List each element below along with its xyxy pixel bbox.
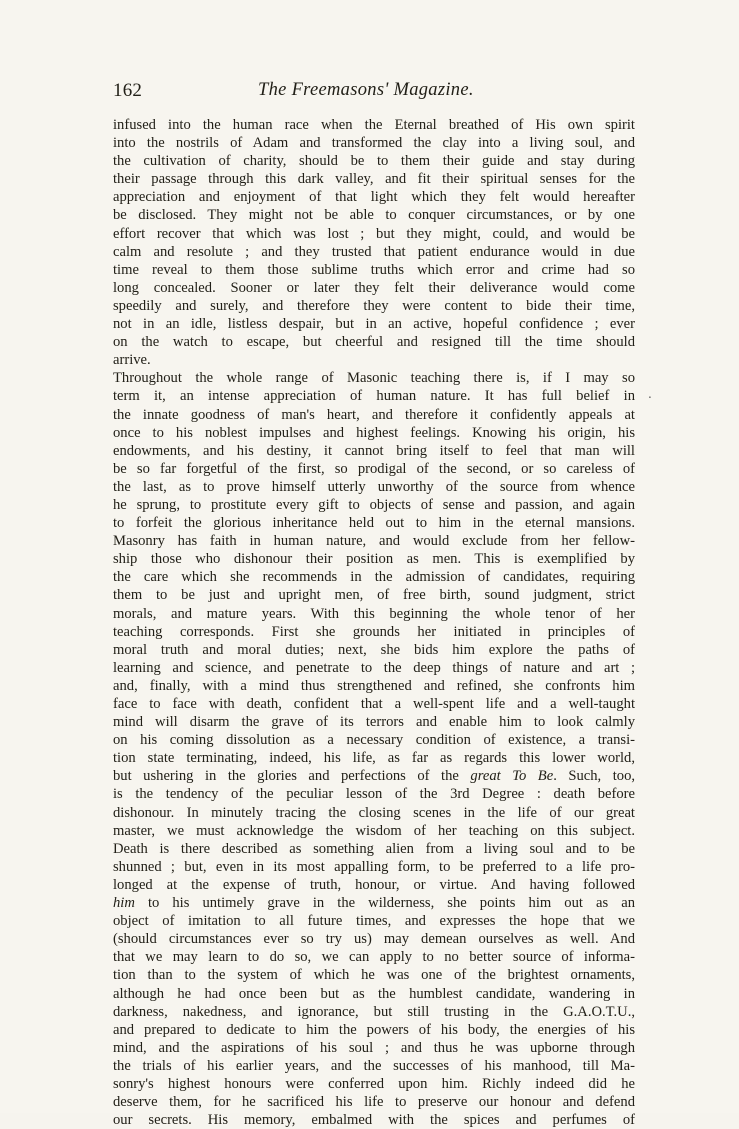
text-line: object of imitation to all future times, and expresses the hope that we xyxy=(113,913,635,930)
text-line: master, we must acknowledge the wisdom of her teaching on this subject. xyxy=(113,822,635,839)
text-line: ship those who dishonour their position as men. This is exemplified by xyxy=(113,551,635,568)
page-number: 162 xyxy=(113,80,143,101)
text-line: shunned ; but, even in its most appalling form, to be preferred to a life pro- xyxy=(113,858,635,875)
running-title: The Freemasons' Magazine. xyxy=(258,80,474,100)
text-line: tion state terminating, indeed, his life, as far as regards this lower world, xyxy=(113,750,635,767)
text-line: Masonry has faith in human nature, and would exclude from her fellow- xyxy=(113,533,635,550)
text-line: the cultivation of charity, should be to them their guide and stay during xyxy=(113,153,635,170)
text-line: on the watch to escape, but cheerful and resigned till the time should xyxy=(113,334,635,351)
text-line: he sprung, to prostitute every gift to objects of sense and passion, and again xyxy=(113,496,635,513)
text-line: teaching corresponds. First she grounds her initiated in principles of xyxy=(113,623,635,640)
text-line: but ushering in the glories and perfections of the great To Be. Such, too, xyxy=(113,768,635,785)
text-line: appreciation and enjoyment of that light which they felt would hereafter xyxy=(113,189,635,206)
text-line: effort recover that which was lost ; but they might, could, and would be xyxy=(113,225,635,242)
italic-phrase: him xyxy=(113,895,135,912)
text-line: that we may learn to do so, we can apply to no better source of informa- xyxy=(113,949,635,966)
text-line: time reveal to them those sublime truths which error and crime had so xyxy=(113,261,635,278)
text-line: is the tendency of the peculiar lesson of the 3rd Degree : death before xyxy=(113,786,635,803)
text-line: mind, and the aspirations of his soul ; and thus he was upborne through xyxy=(113,1039,635,1056)
text-line: Death is there described as something alien from a living soul and to be xyxy=(113,840,635,857)
text-line: sonry's highest honours were conferred upon him. Richly indeed did he xyxy=(113,1075,635,1092)
text-line: moral truth and moral duties; next, she bids him explore the paths of xyxy=(113,641,635,658)
text-line: morals, and mature years. With this beginning the whole tenor of her xyxy=(113,605,635,622)
paragraph-start-line: Throughout the whole range of Masonic teaching there is, if I may so xyxy=(113,370,635,387)
page-header xyxy=(113,80,643,104)
text-line: arrive. xyxy=(113,352,151,369)
text-line: tion than to the system of which he was one of the brightest ornaments, xyxy=(113,967,635,984)
text-line: longed at the expense of truth, honour, or virtue. And having followed xyxy=(113,876,635,893)
text-line: be disclosed. They might not be able to conquer circumstances, or by one xyxy=(113,207,635,224)
text-line: dishonour. In minutely tracing the closing scenes in the life of our great xyxy=(113,804,635,821)
text-line: the trials of his earlier years, and the successes of his manhood, till Ma- xyxy=(113,1057,635,1074)
text-line: and prepared to dedicate to him the powers of his body, the energies of his xyxy=(113,1021,635,1038)
text-line: endowments, and his destiny, it cannot bring itself to feel that man will xyxy=(113,442,635,459)
text-line: speedily and surely, and therefore they were content to bide their time, xyxy=(113,297,635,314)
text-line: learning and science, and penetrate to the deep things of nature and art ; xyxy=(113,659,635,676)
text-line: face to face with death, confident that a well-spent life and a well-taught xyxy=(113,696,635,712)
text-line: although he had once been but as the humblest candidate, wandering in xyxy=(113,985,635,1002)
text-line: calm and resolute ; and they trusted that patient endurance would in due xyxy=(113,243,635,260)
text-line: them to be just and upright men, of free birth, sound judgment, strict xyxy=(113,587,635,604)
text-line: their passage through this dark valley, and fit their spiritual senses for the xyxy=(113,171,635,188)
text-line: (should circumstances ever so try us) may demean ourselves as well. And xyxy=(113,931,635,948)
text-line: on his coming dissolution as a necessary condition of existence, a transi- xyxy=(113,732,635,749)
text-line: deserve them, for he sacrificed his life to preserve our honour and defend xyxy=(113,1094,635,1111)
text-line: darkness, nakedness, and ignorance, but still trusting in the G.A.O.T.U., xyxy=(113,1003,635,1020)
text-line: be so far forgetful of the first, so prodigal of the second, or so careless of xyxy=(113,460,635,477)
text-line: our secrets. His memory, embalmed with the spices and perfumes of xyxy=(113,1112,635,1129)
text-line: him to his untimely grave in the wilderness, she points him out as an xyxy=(113,895,635,912)
article-body xyxy=(113,116,635,1129)
text-line: and, finally, with a mind thus strengthened and refined, she confronts him xyxy=(113,677,635,694)
text-line: term it, an intense appreciation of human nature. It has full belief in xyxy=(113,388,635,405)
text-line: the last, as to prove himself utterly unworthy of the source from whence xyxy=(113,478,635,495)
text-line: mind will disarm the grave of its terrors and enable him to look calmly xyxy=(113,714,635,731)
italic-phrase: great To Be xyxy=(470,768,554,785)
text-line: once to his noblest impulses and highest feelings. Knowing his origin, his xyxy=(113,424,635,441)
text-line: to forfeit the glorious inheritance held out to him in the eternal mansions. xyxy=(113,515,635,532)
margin-dot-mark: . xyxy=(648,387,652,401)
text-line: the care which she recommends in the admission of candidates, requiring xyxy=(113,569,635,586)
text-line: infused into the human race when the Eternal breathed of His own spirit xyxy=(113,117,635,133)
text-line: long concealed. Sooner or later they felt their deliverance would come xyxy=(113,279,635,296)
text-line: not in an idle, listless despair, but in an active, hopeful confidence ; ever xyxy=(113,316,635,333)
text-line: the innate goodness of man's heart, and therefore it confidently appeals at xyxy=(113,406,635,423)
text-line: into the nostrils of Adam and transformed the clay into a living soul, and xyxy=(113,135,635,152)
